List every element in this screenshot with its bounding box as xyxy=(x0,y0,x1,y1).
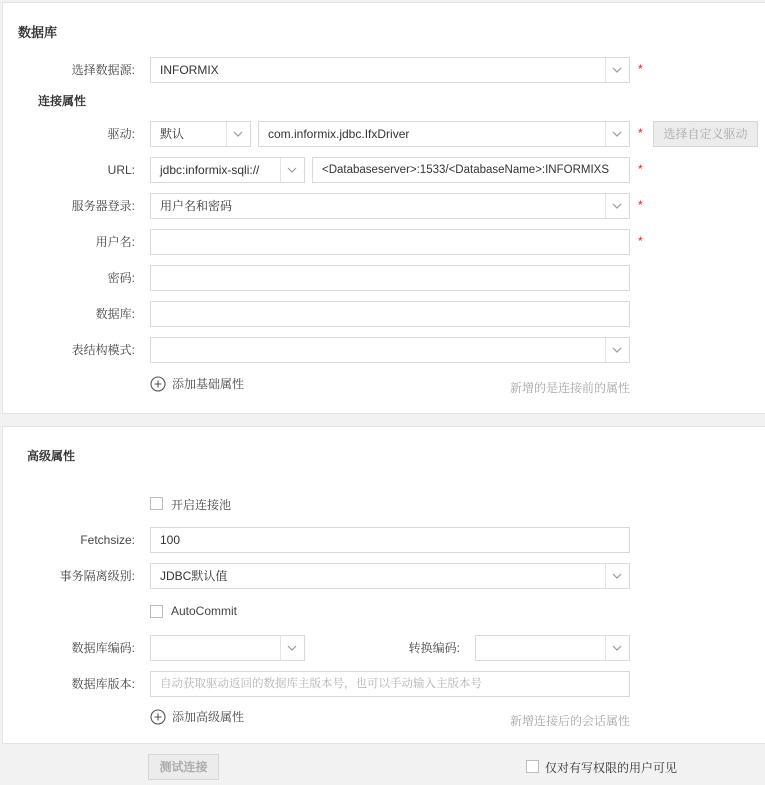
db-encoding-label: 数据库编码: xyxy=(71,641,135,655)
chevron-down-icon[interactable] xyxy=(605,122,629,146)
required-mark: * xyxy=(638,126,643,140)
database-input[interactable] xyxy=(150,301,630,327)
convert-encoding-label: 转换编码: xyxy=(408,641,460,655)
chevron-down-icon[interactable] xyxy=(605,636,629,660)
plus-circle-icon xyxy=(150,709,166,725)
visibility-checkbox-label: 仅对有写权限的用户可见 xyxy=(545,761,678,775)
url-input[interactable]: <Databaseserver>:1533/<DatabaseName>:INFORMIXS xyxy=(312,157,630,183)
add-basic-prop-label: 添加基础属性 xyxy=(172,377,245,391)
fetchsize-input[interactable]: 100 xyxy=(150,527,630,553)
chevron-down-icon[interactable] xyxy=(605,338,629,362)
db-version-input[interactable]: 自动获取驱动返回的数据库主版本号，也可以手动输入主版本号 xyxy=(150,671,630,697)
isolation-label: 事务隔离级别: xyxy=(59,569,135,583)
driver-type-value: 默认 xyxy=(160,127,185,141)
database-label: 数据库: xyxy=(95,307,135,321)
custom-driver-button[interactable]: 选择自定义驱动 xyxy=(653,121,758,147)
datasource-select[interactable] xyxy=(150,57,630,83)
url-label: URL: xyxy=(107,163,135,177)
visibility-checkbox[interactable] xyxy=(526,760,539,773)
autocommit-checkbox-label: AutoCommit xyxy=(171,604,238,618)
password-input[interactable] xyxy=(150,265,630,291)
add-basic-prop-button[interactable] xyxy=(150,376,270,392)
username-input[interactable] xyxy=(150,229,630,255)
driver-class-select[interactable] xyxy=(258,121,630,147)
convert-encoding-select[interactable] xyxy=(475,635,630,661)
basic-prop-hint: 新增的是连接前的属性 xyxy=(510,381,631,395)
driver-label: 驱动: xyxy=(107,127,135,141)
db-encoding-select[interactable] xyxy=(150,635,305,661)
autocommit-checkbox[interactable] xyxy=(150,605,163,618)
url-prefix-select[interactable] xyxy=(150,157,305,183)
required-mark: * xyxy=(638,234,643,248)
connection-props-title: 连接属性 xyxy=(38,94,87,108)
chevron-down-icon[interactable] xyxy=(280,636,304,660)
url-prefix-value: jdbc:informix-sqli:// xyxy=(160,163,260,177)
driver-type-select[interactable] xyxy=(150,121,251,147)
schema-select[interactable] xyxy=(150,337,630,363)
advanced-props-title: 高级属性 xyxy=(27,449,76,463)
isolation-value: JDBC默认值 xyxy=(160,569,228,583)
datasource-label: 选择数据源: xyxy=(71,63,135,77)
datasource-value: INFORMIX xyxy=(160,63,219,77)
chevron-down-icon[interactable] xyxy=(605,194,629,218)
server-login-value: 用户名和密码 xyxy=(160,199,233,213)
chevron-down-icon[interactable] xyxy=(605,58,629,82)
schema-label: 表结构模式: xyxy=(71,343,135,357)
username-label: 用户名: xyxy=(95,235,135,249)
pool-checkbox-label: 开启连接池 xyxy=(171,498,232,512)
adv-prop-hint: 新增连接后的会话属性 xyxy=(510,714,631,728)
section-title-database: 数据库 xyxy=(18,25,58,40)
add-adv-prop-button[interactable] xyxy=(150,709,270,725)
pool-checkbox[interactable] xyxy=(150,497,163,510)
server-login-label: 服务器登录: xyxy=(71,199,135,213)
add-adv-prop-label: 添加高级属性 xyxy=(172,710,245,724)
chevron-down-icon[interactable] xyxy=(605,564,629,588)
fetchsize-label: Fetchsize: xyxy=(80,533,135,547)
password-label: 密码: xyxy=(107,271,135,285)
isolation-select[interactable] xyxy=(150,563,630,589)
plus-circle-icon xyxy=(150,376,166,392)
required-mark: * xyxy=(638,62,643,76)
required-mark: * xyxy=(638,198,643,212)
chevron-down-icon[interactable] xyxy=(226,122,250,146)
chevron-down-icon[interactable] xyxy=(280,158,304,182)
server-login-select[interactable] xyxy=(150,193,630,219)
test-connection-button[interactable]: 测试连接 xyxy=(148,754,219,780)
required-mark: * xyxy=(638,162,643,176)
driver-class-value: com.informix.jdbc.IfxDriver xyxy=(268,127,410,141)
db-version-label: 数据库版本: xyxy=(71,677,135,691)
